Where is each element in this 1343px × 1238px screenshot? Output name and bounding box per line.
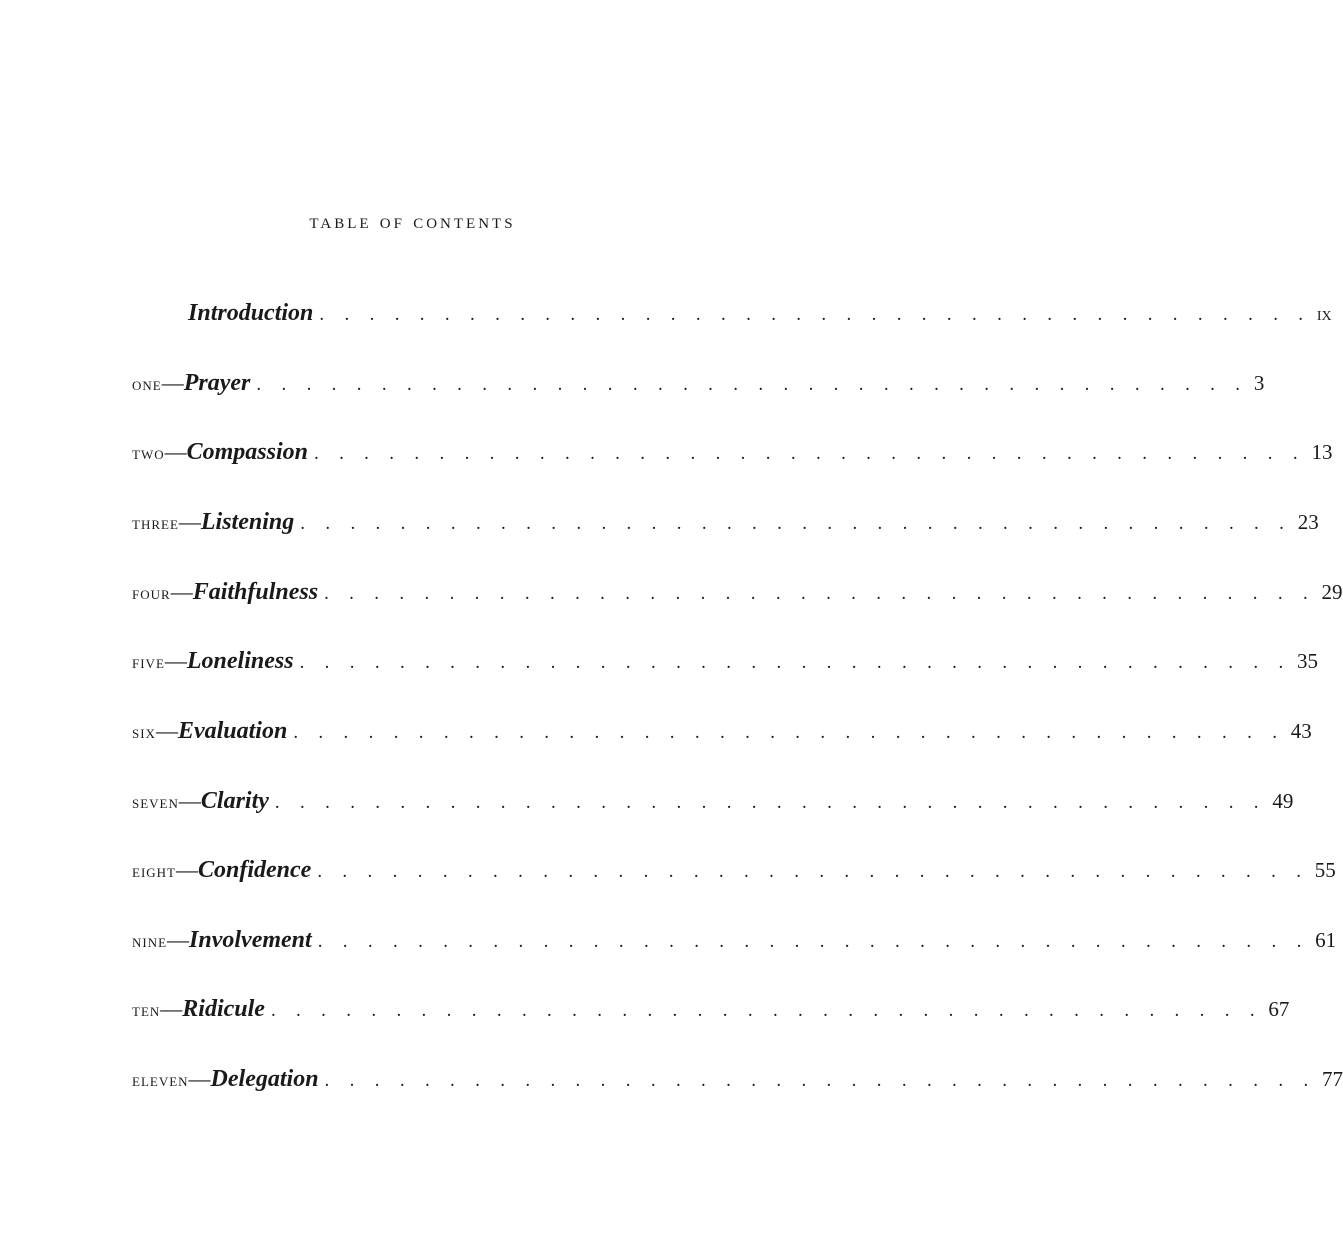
- chapter-number: ten: [132, 1000, 161, 1021]
- entry-label: [132, 439, 308, 466]
- entry-label: [132, 718, 287, 745]
- em-dash: —: [161, 370, 184, 395]
- chapter-title: Involvement: [189, 927, 312, 953]
- toc-entry-chapter-6[interactable]: [132, 718, 1312, 752]
- toc-entry-chapter-8[interactable]: [132, 857, 1336, 891]
- toc-entry-introduction[interactable]: [132, 300, 1332, 334]
- page-number: 61: [1315, 928, 1337, 952]
- chapter-title: Introduction: [188, 300, 314, 326]
- chapter-title: Loneliness: [186, 648, 294, 674]
- toc-entry-chapter-2[interactable]: [132, 439, 1333, 473]
- chapter-title: Evaluation: [177, 718, 288, 744]
- em-dash: —: [188, 1066, 211, 1091]
- page-number: 43: [1290, 719, 1312, 743]
- em-dash: —: [164, 648, 187, 673]
- chapter-title: Ridicule: [182, 996, 265, 1022]
- chapter-title: Listening: [200, 509, 295, 535]
- page-number: 55: [1314, 858, 1336, 882]
- entry-label: [132, 579, 318, 606]
- dot-leader: . . . . . . . . . . . . . . . . . . . . . . . . . . . . . . . . . . . . . . . .: [274, 792, 1267, 813]
- chapter-title: Clarity: [200, 788, 269, 814]
- page-number: 49: [1272, 789, 1294, 813]
- chapter-number: four: [132, 583, 171, 604]
- dot-leader: . . . . . . . . . . . . . . . . . . . . . . . . . . . . . . . . . . . . . . . .: [317, 931, 1310, 952]
- em-dash: —: [178, 509, 201, 534]
- page-title: table of contents: [309, 209, 516, 233]
- page-number: 67: [1268, 997, 1290, 1021]
- dot-leader: . . . . . . . . . . . . . . . . . . . . . . . . . . . . . . . . . . . . . . . .: [319, 304, 1311, 325]
- entry-label: [132, 927, 312, 954]
- entry-label: [132, 648, 294, 675]
- page-number: 77: [1322, 1067, 1343, 1091]
- dot-leader: . . . . . . . . . . . . . . . . . . . . . . . . . . . . . . . . . . . . . . . .: [293, 722, 1285, 743]
- entry-label: [132, 1066, 319, 1093]
- entry-label: [132, 509, 294, 536]
- em-dash: —: [164, 439, 187, 464]
- entry-label: [132, 857, 311, 884]
- entry-label: [132, 996, 265, 1023]
- chapter-number: one: [132, 374, 162, 395]
- chapter-number: two: [132, 443, 165, 464]
- page-number: 3: [1253, 371, 1265, 395]
- chapter-number: nine: [132, 931, 168, 952]
- chapter-number: seven: [132, 792, 179, 813]
- toc-entry-chapter-5[interactable]: [132, 648, 1319, 682]
- dot-leader: . . . . . . . . . . . . . . . . . . . . . . . . . . . . . . . . . . . . . . . .: [324, 583, 1316, 604]
- page-number: 23: [1297, 510, 1319, 534]
- chapter-title: Confidence: [198, 857, 312, 883]
- page-number: 13: [1311, 440, 1333, 464]
- em-dash: —: [167, 927, 190, 952]
- chapter-title: Prayer: [183, 370, 251, 396]
- entry-label: [132, 300, 313, 327]
- dot-leader: . . . . . . . . . . . . . . . . . . . . . . . . . . . . . . . . . . . . . . . .: [270, 1000, 1263, 1021]
- chapter-number: six: [132, 722, 156, 743]
- em-dash: —: [178, 788, 201, 813]
- chapter-title: Compassion: [186, 439, 308, 465]
- dot-leader: . . . . . . . . . . . . . . . . . . . . . . . . . . . . . . . . . . . . . . . .: [256, 374, 1248, 395]
- dot-leader: . . . . . . . . . . . . . . . . . . . . . . . . . . . . . . . . . . . . . . . .: [300, 513, 1292, 534]
- entry-label: [132, 370, 250, 397]
- chapter-title: Delegation: [210, 1066, 319, 1092]
- toc-entry-chapter-4[interactable]: [132, 579, 1343, 613]
- em-dash: —: [176, 857, 198, 882]
- toc-entry-chapter-3[interactable]: [132, 509, 1319, 543]
- toc-entry-chapter-11[interactable]: [132, 1066, 1343, 1100]
- em-dash: —: [160, 996, 183, 1021]
- dot-leader: . . . . . . . . . . . . . . . . . . . . . . . . . . . . . . . . . . . . . . . .: [313, 443, 1306, 464]
- toc-entry-chapter-10[interactable]: [132, 996, 1290, 1030]
- chapter-number: three: [132, 513, 179, 534]
- page-number: 29: [1321, 580, 1343, 604]
- toc-entry-chapter-7[interactable]: [132, 788, 1294, 822]
- page-number: ix: [1316, 303, 1332, 325]
- chapter-title: Faithfulness: [192, 579, 319, 605]
- dot-leader: . . . . . . . . . . . . . . . . . . . . . . . . . . . . . . . . . . . . . . . .: [324, 1070, 1316, 1091]
- toc-entry-chapter-1[interactable]: [132, 370, 1265, 404]
- chapter-number: eight: [132, 861, 176, 882]
- toc-entry-chapter-9[interactable]: [132, 927, 1337, 961]
- em-dash: —: [170, 579, 193, 604]
- dot-leader: . . . . . . . . . . . . . . . . . . . . . . . . . . . . . . . . . . . . . . . .: [299, 652, 1292, 673]
- dot-leader: . . . . . . . . . . . . . . . . . . . . . . . . . . . . . . . . . . . . . . . .: [317, 861, 1309, 882]
- page-number: 35: [1297, 649, 1319, 673]
- em-dash: —: [155, 718, 178, 743]
- entry-label: [132, 788, 269, 815]
- chapter-number: five: [132, 652, 165, 673]
- chapter-number: eleven: [132, 1070, 189, 1091]
